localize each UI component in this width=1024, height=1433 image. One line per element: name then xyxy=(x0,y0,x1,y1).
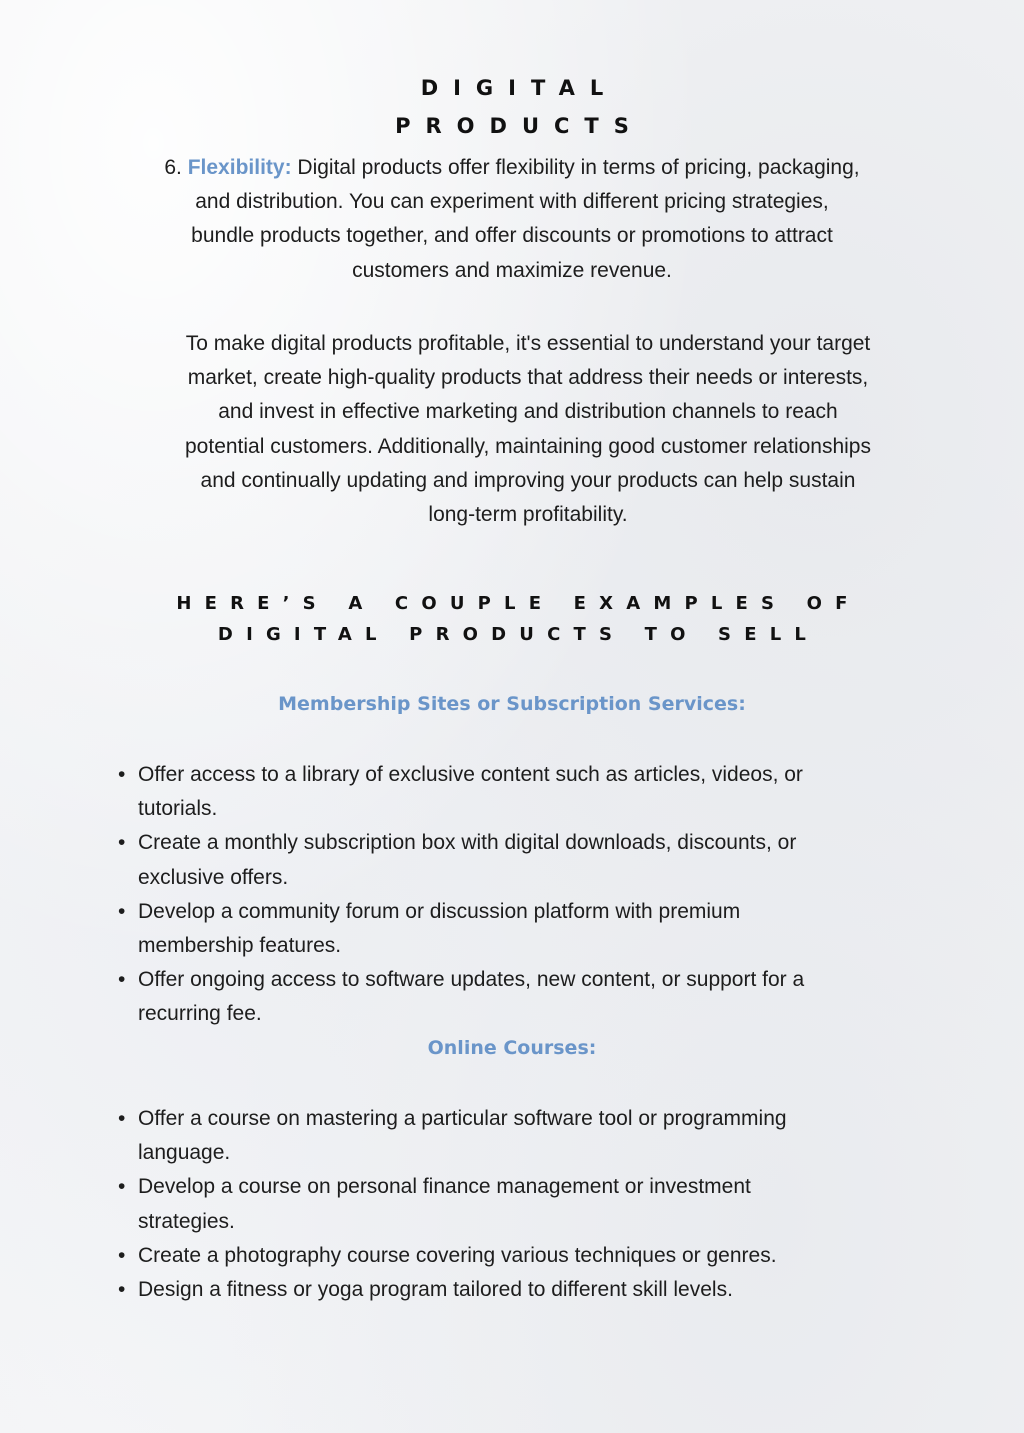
page-title-line: PRODUCTS xyxy=(395,114,644,138)
courses-heading: Online Courses: xyxy=(427,1037,597,1059)
list-number: 6. xyxy=(164,156,182,179)
list-item-line: Develop a course on personal finance management or investment xyxy=(138,1175,751,1199)
membership-heading: Membership Sites or Subscription Services: xyxy=(278,693,746,715)
list-item-line: membership features. xyxy=(138,934,342,958)
bullet-icon: • xyxy=(118,1278,126,1302)
examples-heading-line: DIGITAL PRODUCTS TO SELL xyxy=(217,624,820,645)
list-item-line: Offer a course on mastering a particular software tool or programming xyxy=(138,1107,787,1130)
flexibility-text: Digital products offer flexibility in terms of pricing, packaging, xyxy=(291,156,860,179)
page-title-line: DIGITAL xyxy=(420,76,619,100)
list-item-line: recurring fee. xyxy=(138,1002,262,1026)
list-item-line: language. xyxy=(138,1141,231,1165)
flexibility-paragraph xyxy=(96,151,928,288)
list-item-line: Develop a community forum or discussion platform with premium xyxy=(138,899,741,923)
profitability-line: market, create high-quality products that address their needs or interests, xyxy=(187,366,869,390)
profitability-line: potential customers. Additionally, maintaining good customer relationships xyxy=(185,434,871,458)
list-item-line: tutorials. xyxy=(138,797,218,821)
list-item-line: exclusive offers. xyxy=(138,865,289,889)
bullet-icon: • xyxy=(118,1243,126,1267)
courses-list xyxy=(118,1102,928,1307)
flexibility-line: and distribution. You can experiment with different pricing strategies, xyxy=(195,190,829,214)
profitability-line: To make digital products profitable, it's essential to understand your target xyxy=(185,332,871,355)
bullet-icon: • xyxy=(118,763,126,786)
profitability-line: and continually updating and improving your products can help sustain xyxy=(200,468,856,492)
list-item xyxy=(118,1273,928,1307)
bullet-icon: • xyxy=(118,968,126,992)
examples-heading xyxy=(0,588,1024,650)
flexibility-line: customers and maximize revenue. xyxy=(352,258,672,282)
examples-heading-line: HERE’S A COUPLE EXAMPLES OF xyxy=(176,593,861,614)
list-item xyxy=(118,826,928,894)
list-item xyxy=(118,895,928,963)
list-item-line: Offer access to a library of exclusive content such as articles, videos, or xyxy=(138,763,803,786)
list-item xyxy=(118,1170,928,1238)
flexibility-line: bundle products together, and offer discounts or promotions to attract xyxy=(191,224,833,248)
profitability-line: and invest in effective marketing and distribution channels to reach xyxy=(218,400,838,424)
bullet-icon: • xyxy=(118,899,126,923)
bullet-icon: • xyxy=(118,1175,126,1199)
list-item-line: Create a photography course covering various techniques or genres. xyxy=(138,1243,777,1267)
profitability-paragraph xyxy=(107,327,949,532)
list-item xyxy=(118,1239,928,1273)
list-item xyxy=(118,963,928,1031)
list-item-line: strategies. xyxy=(138,1209,235,1233)
flexibility-label: Flexibility: xyxy=(187,156,292,179)
profitability-line: long-term profitability. xyxy=(428,503,628,527)
list-item-line: Offer ongoing access to software updates, new content, or support for a xyxy=(138,968,805,992)
bullet-icon: • xyxy=(118,831,126,855)
list-item xyxy=(118,758,928,826)
list-item-line: Design a fitness or yoga program tailored to different skill levels. xyxy=(138,1278,733,1302)
list-item-line: Create a monthly subscription box with digital downloads, discounts, or xyxy=(138,831,797,855)
page-title xyxy=(0,69,1024,145)
membership-list xyxy=(118,758,928,1032)
flexibility-line xyxy=(96,151,928,185)
list-item xyxy=(118,1102,928,1170)
bullet-icon: • xyxy=(118,1107,126,1130)
